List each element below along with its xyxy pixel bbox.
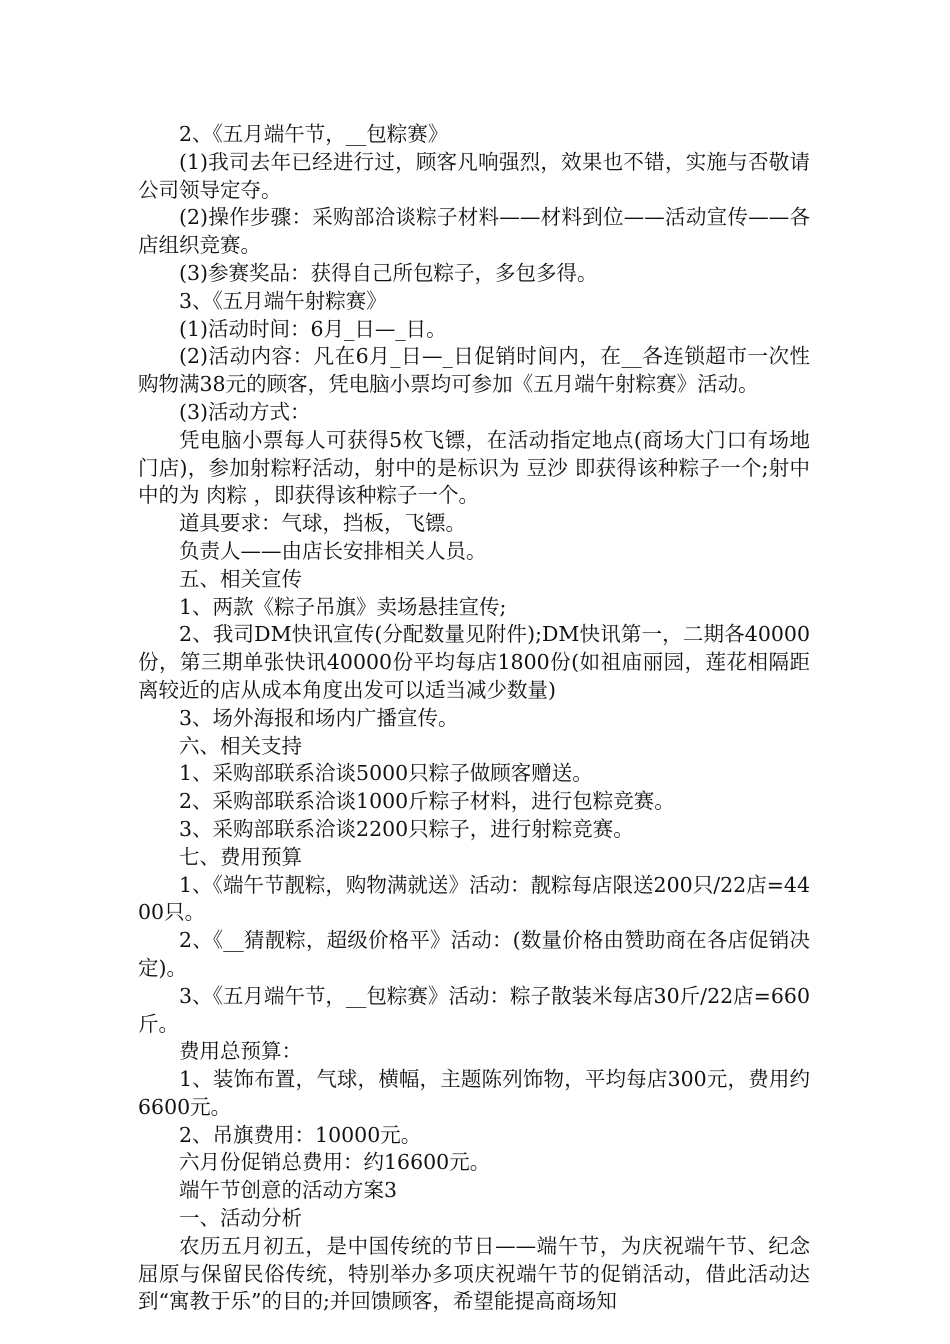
section-heading: 五、相关宣传: [179, 566, 302, 591]
paragraph: 费用总预算：: [179, 1039, 302, 1064]
paragraph: 2、吊旗费用：10000元。: [179, 1122, 422, 1147]
paragraph: 3、《五月端午射粽赛》: [179, 288, 387, 313]
paragraph: (3)参赛奖品：获得自己所包粽子，多包多得。: [179, 260, 598, 285]
paragraph: (2)操作步骤：采购部洽谈粽子材料——材料到位——活动宣传——各店组织竞赛。: [138, 205, 810, 258]
paragraph: (3)活动方式：: [179, 399, 311, 424]
section-heading: 七、费用预算: [179, 844, 302, 869]
paragraph: 凭电脑小票每人可获得5枚飞镖，在活动指定地点(商场大门口有场地门店)，参加射粽籽活动，射中的是标识为 豆沙 即获得该种粽子一个;射中中的为 肉粽 ，即获得该种粽子一个。: [138, 427, 810, 508]
paragraph: 道具要求：气球，挡板，飞镖。: [179, 511, 466, 536]
document-body: [138, 121, 810, 1316]
paragraph: 农历五月初五，是中国传统的节日——端午节，为庆祝端午节、纪念屈原与保留民俗传统，特别举办多项庆祝端午节的促销活动，借此活动达到“寓教于乐”的目的;并回馈顾客，希望能提高商场知: [138, 1233, 810, 1314]
paragraph: 3、采购部联系洽谈2200只粽子，进行射粽竞赛。: [179, 816, 634, 841]
paragraph: 2、我司DM快讯宣传(分配数量见附件);DM快讯第一，二期各40000份，第三期单张快讯40000份平均每店1800份(如祖庙丽园，莲花相隔距离较近的店从成本角度出发可以适当减少数量): [138, 622, 810, 702]
paragraph: 六月份促销总费用：约16600元。: [179, 1150, 491, 1175]
paragraph: (1)活动时间：6月_日—_日。: [179, 316, 447, 341]
paragraph: 1、两款《粽子吊旗》卖场悬挂宣传;: [179, 594, 507, 619]
paragraph: 2、《五月端午节，__包粽赛》: [179, 122, 449, 146]
paragraph: 2、采购部联系洽谈1000斤粽子材料，进行包粽竞赛。: [179, 789, 675, 814]
paragraph: (1)我司去年已经进行过，顾客凡响强烈，效果也不错，实施与否敬请公司领导定夺。: [138, 149, 810, 202]
paragraph: (2)活动内容：凡在6月_日—_日促销时间内，在__各连锁超市一次性购物满38元的顾客，凭电脑小票均可参加《五月端午射粽赛》活动。: [138, 344, 810, 397]
paragraph: 1、《端午节靓粽，购物满就送》活动：靓粽每店限送200只/22店=4400只。: [138, 872, 810, 925]
paragraph: 1、采购部联系洽谈5000只粽子做顾客赠送。: [179, 761, 593, 786]
paragraph: 1、装饰布置，气球，横幅，主题陈列饰物，平均每店300元，费用约6600元。: [138, 1067, 810, 1119]
section-heading: 一、活动分析: [179, 1206, 302, 1231]
paragraph: 3、《五月端午节，__包粽赛》活动：粽子散装米每店30斤/22店=660斤。: [138, 983, 810, 1036]
paragraph: 3、场外海报和场内广播宣传。: [179, 705, 459, 730]
paragraph: 负责人——由店长安排相关人员。: [179, 538, 487, 563]
paragraph: 2、《__猜靓粽，超级价格平》活动：(数量价格由赞助商在各店促销决定)。: [138, 928, 810, 980]
section-heading: 六、相关支持: [179, 733, 302, 758]
document-title: 端午节创意的活动方案3: [179, 1178, 398, 1203]
